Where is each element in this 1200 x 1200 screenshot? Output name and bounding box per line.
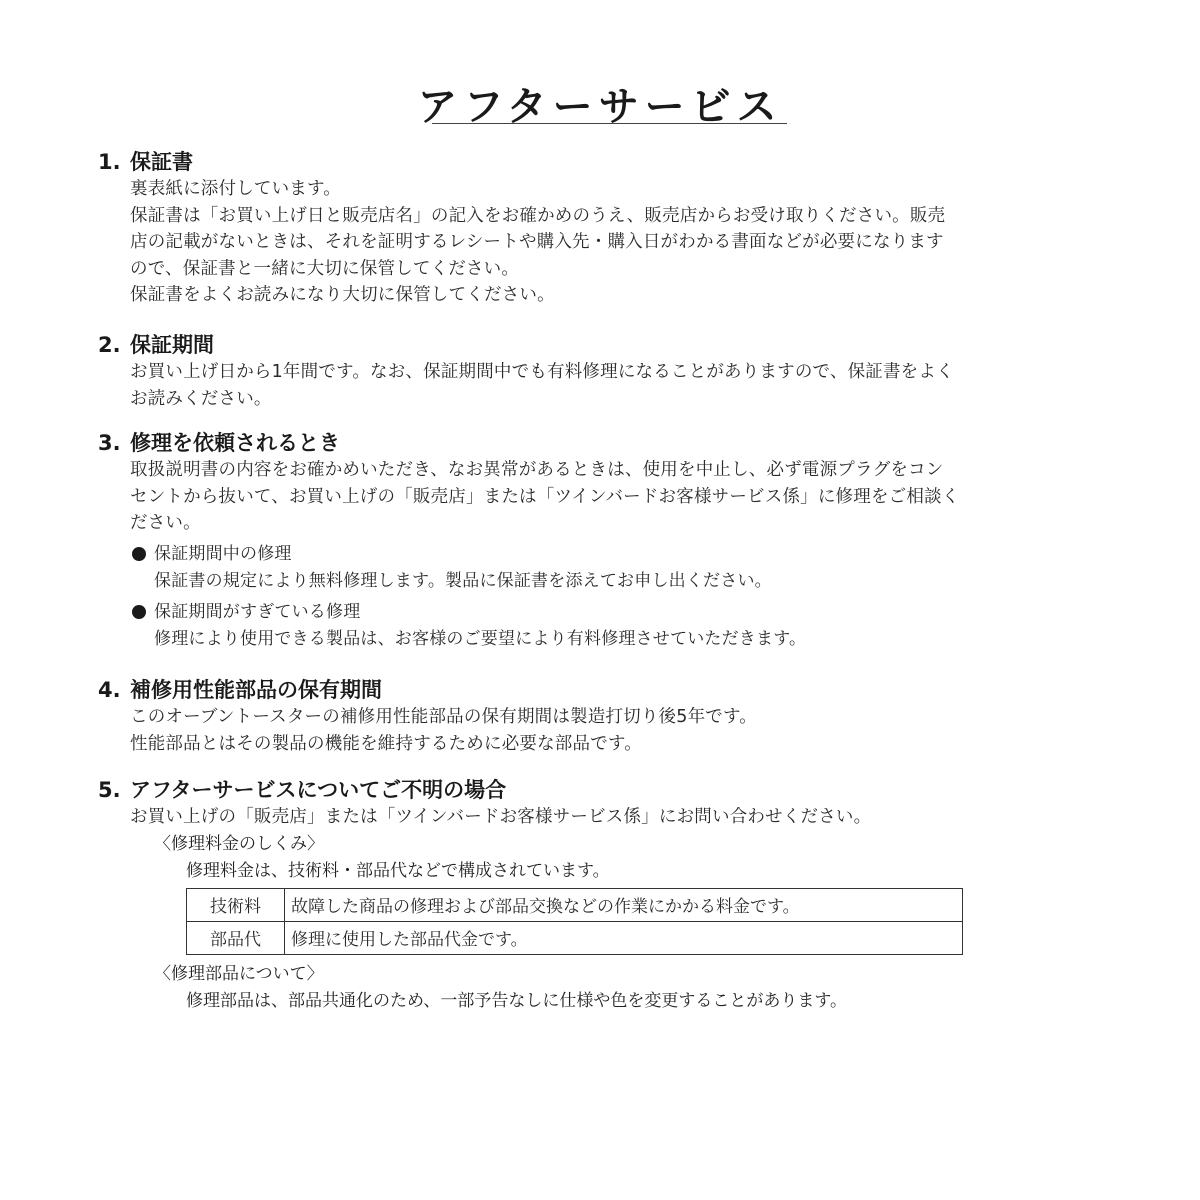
repair-parts-heading: 〈修理部品について〉 (154, 963, 324, 984)
section-heading (98, 331, 1098, 359)
section-title: 保証期間 (130, 333, 214, 357)
bullet-title-text: 保証期間中の修理 (154, 543, 292, 564)
bullet-text: 修理により使用できる製品は、お客様のご要望により有料修理させていただきます。 (154, 628, 807, 649)
bullet-item (130, 599, 1098, 653)
section-body (130, 804, 1098, 831)
section-repair-request (98, 429, 1098, 653)
section-heading (98, 676, 1098, 704)
fee-structure-heading: 〈修理料金のしくみ〉 (154, 833, 324, 854)
bullet-dot-icon (132, 547, 146, 561)
section-title: 修理を依頼されるとき (130, 431, 340, 455)
section-number: 3. (98, 431, 121, 455)
page-title: アフターサービス (417, 83, 783, 130)
section-title: 保証書 (130, 150, 193, 174)
body-line: お買い上げ日から1年間です。なお、保証期間中でも有料修理になることがありますので、保証書をよく (130, 362, 954, 382)
table-row (187, 921, 963, 954)
bullet-heading (130, 541, 1098, 568)
fee-key: 部品代 (187, 921, 285, 954)
section-body (130, 457, 1098, 653)
section-number: 1. (98, 150, 121, 174)
section-title: アフターサービスについてご不明の場合 (130, 778, 507, 802)
body-line: お買い上げの「販売店」または「ツインバードお客様サービス係」にお問い合わせください。 (130, 807, 872, 827)
body-line: 取扱説明書の内容をお確かめいただき、なお異常があるときは、使用を中止し、必ず電源プラグをコン (130, 460, 944, 480)
fee-value: 故障した商品の修理および部品交換などの作業にかかる料金です。 (285, 888, 963, 921)
section-number: 5. (98, 778, 121, 802)
bullet-text: 保証書の規定により無料修理します。製品に保証書を添えてお申し出ください。 (154, 570, 772, 591)
repair-parts-text: 修理部品は、部品共通化のため、一部予告なしに仕様や色を変更することがあります。 (186, 990, 847, 1011)
section-body (130, 176, 1098, 309)
section-heading (98, 429, 1098, 457)
body-line: セントから抜いて、お買い上げの「販売店」または「ツインバードお客様サービス係」に修理をご相談く (130, 486, 960, 507)
body-line: お読みください。 (130, 388, 272, 409)
body-line: 保証書は「お買い上げ日と販売店名」の記入をお確かめのうえ、販売店からお受け取りください。販売 (130, 205, 946, 226)
title-divider (432, 123, 787, 124)
fee-key: 技術料 (187, 888, 285, 921)
section-body (130, 359, 1098, 412)
bullet-dot-icon (132, 605, 146, 619)
section-number: 4. (98, 678, 121, 702)
bullet-item (130, 541, 1098, 595)
bullet-title-text: 保証期間がすぎている修理 (154, 601, 361, 622)
section-parts-retention (98, 676, 1098, 757)
bullet-heading (130, 599, 1098, 626)
section-service-inquiry (98, 776, 1098, 1015)
body-line: ださい。 (130, 513, 201, 533)
body-line: 裏表紙に添付しています。 (130, 179, 341, 199)
table-row (187, 888, 963, 921)
section-number: 2. (98, 333, 121, 357)
body-line: このオーブントースターの補修用性能部品の保有期間は製造打切り後5年です。 (130, 707, 757, 727)
section-body (130, 704, 1098, 757)
body-line: 保証書をよくお読みになり大切に保管してください。 (130, 285, 555, 305)
fee-value: 修理に使用した部品代金です。 (285, 921, 963, 954)
section-warranty-card (98, 148, 1098, 309)
fee-table (186, 888, 963, 955)
section-warranty-period (98, 331, 1098, 412)
body-line: 性能部品とはその製品の機能を維持するために必要な部品です。 (130, 733, 642, 754)
section-heading (98, 148, 1098, 176)
section-heading (98, 776, 1098, 804)
body-line: 店の記載がないときは、それを証明するレシートや購入先・購入日がわかる書面などが必要になります (130, 232, 944, 252)
section-title: 補修用性能部品の保有期間 (130, 678, 382, 702)
body-line: ので、保証書と一緒に大切に保管してください。 (130, 258, 520, 279)
fee-structure-text: 修理料金は、技術料・部品代などで構成されています。 (186, 860, 610, 881)
